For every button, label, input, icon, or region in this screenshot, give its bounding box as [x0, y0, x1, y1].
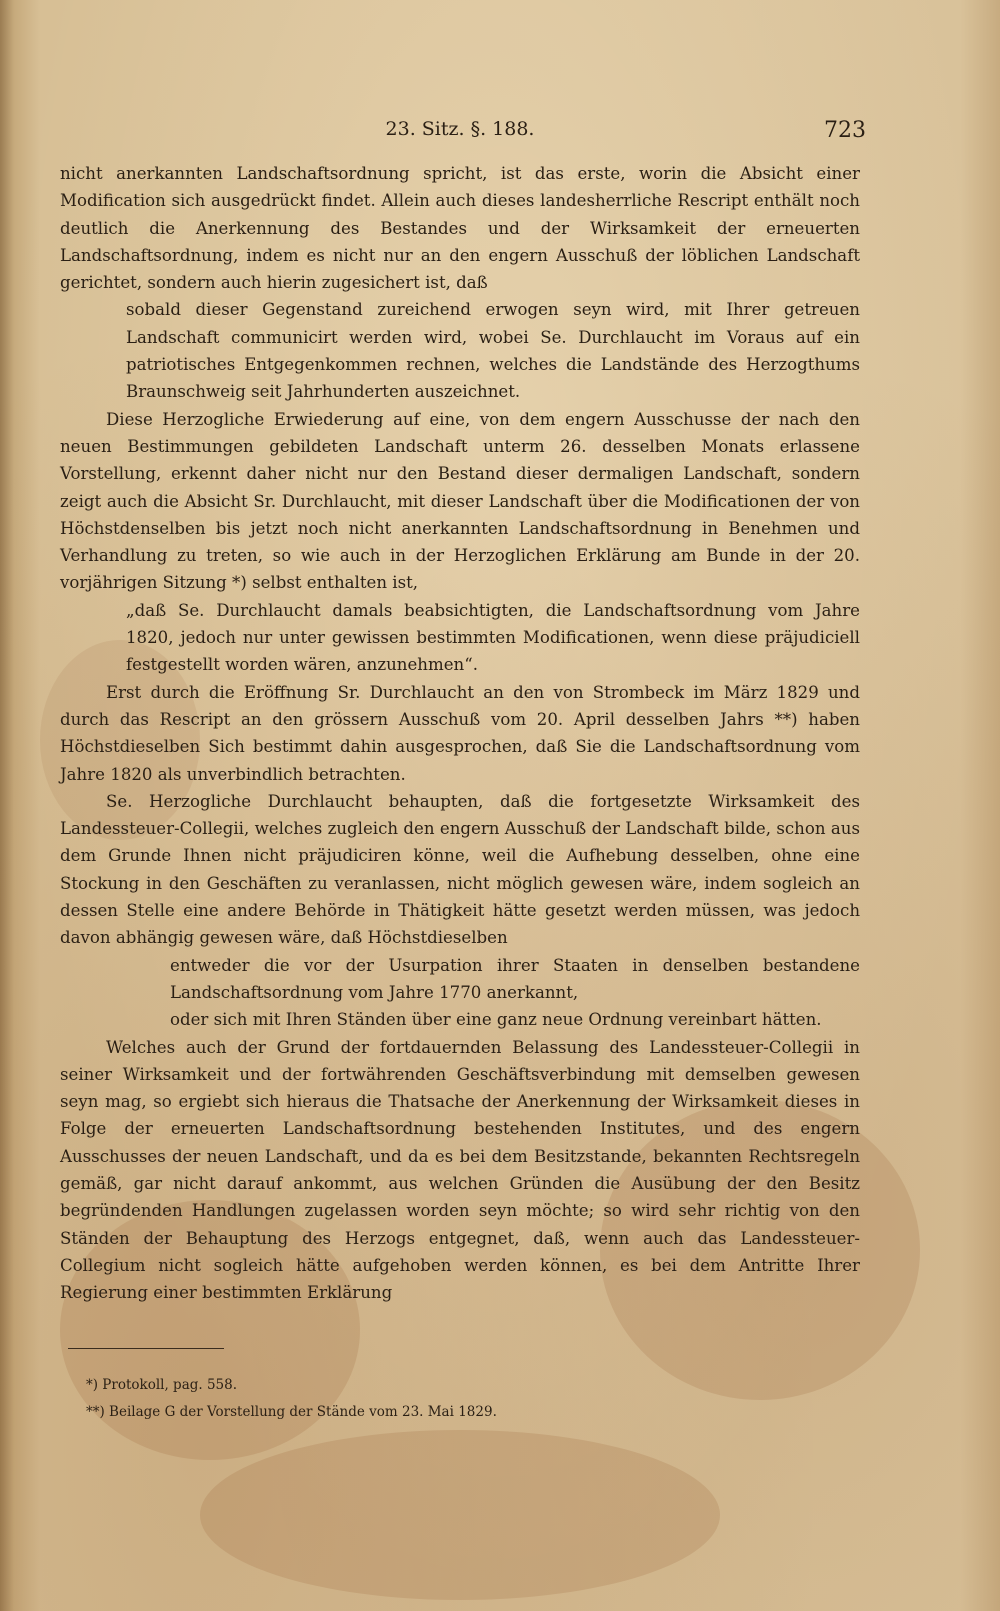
footnote: **) Beilage G der Vorstellung der Stände vom 23. Mai 1829.	[86, 1404, 497, 1420]
paragraph: Erst durch die Eröffnung Sr. Durchlaucht an den von Strombeck im März 1829 und durch das Rescript an den grössern Ausschuß vom 20. April desselben Jahrs **) haben Höchstdieselben Sich bestimmt dahin ausgesprochen, daß Sie die Landschaftsordnung vom Jahre 1820 als unverbindlich betrachten.	[60, 682, 860, 784]
paragraph: nicht anerkannten Landschaftsordnung spricht, ist das erste, worin die Absicht einer Modification sich ausgedrückt findet. Allein auch dieses landesherrliche Rescript enthält noch deutlich die Anerkennung des Bestandes und der Wirksamkeit der erneuerten Landschaftsordnung, indem es nicht nur an den engern Ausschuß der löblichen Landschaft gerichtet, sondern auch hierin zugesichert ist, daß	[60, 164, 860, 293]
block-quote: sobald dieser Gegenstand zureichend erwogen seyn wird, mit Ihrer getreuen Landschaft communicirt werden wird, wobei Se. Durchlaucht im Voraus auf ein patriotisches Entgegenkommen rechnen, welches die Landstände des Herzogthums Braunschweig seit Jahrhunderten auszeichnet.	[126, 300, 860, 402]
stain	[200, 1430, 720, 1600]
running-head: 23. Sitz. §. 188.	[385, 118, 535, 140]
block-quote-or: oder sich mit Ihren Ständen über eine ganz neue Ordnung vereinbart hätten.	[170, 1010, 822, 1030]
footnote: *) Protokoll, pag. 558.	[86, 1377, 238, 1393]
page-header	[60, 118, 866, 146]
footnote-divider	[68, 1348, 224, 1349]
paragraph: Welches auch der Grund der fortdauernden Belassung des Landessteuer-Collegii in seiner Wirksamkeit und der fortwährenden Geschäftsverbindung mit demselben gewesen seyn mag, so ergiebt sich hieraus die Thatsache der Anerkennung der Wirksamkeit dieses in Folge der erneuerten Landschaftsordnung bestehenden Institutes, und des engern Ausschusses der neuen Landschaft, und da es bei dem Besitzstande, bekannten Rechtsregeln gemäß, gar nicht darauf ankommt, aus welchen Gründen die Ausübung der den Besitz begründenden Handlungen zugelassen worden seyn möchte; so wird sehr richtig von den Ständen der Behauptung des Herzogs entgegnet, daß, wenn auch das Landessteuer-Collegium nicht sogleich hätte aufgehoben werden können, es bei dem Antritte Ihrer Regierung einer bestimmten Erklärung	[60, 1037, 860, 1303]
block-quote: „daß Se. Durchlaucht damals beabsichtigten, die Landschaftsordnung vom Jahre 1820, jedoch nur unter gewissen bestimmten Modificationen, wenn diese präjudiciell festgestellt worden wären, anzunehmen“.	[126, 600, 860, 675]
block-quote-either: entweder die vor der Usurpation ihrer Staaten in denselben bestandene Landschaftsordnung vom Jahre 1770 anerkannt,	[170, 955, 860, 1002]
page-number: 723	[824, 118, 866, 143]
paragraph: Diese Herzogliche Erwiederung auf eine, von dem engern Ausschusse der nach den neuen Bestimmungen gebildeten Landschaft unterm 26. desselben Monats erlassene Vorstellung, erkennt daher nicht nur den Bestand dieser dermaligen Landschaft, sondern zeigt auch die Absicht Sr. Durchlaucht, mit dieser Landschaft über die Modificationen der von Höchstdenselben bis jetzt noch nicht anerkannten Landschaftsordnung in Benehmen und Verhandlung zu treten, so wie auch in der Herzoglichen Erklärung am Bunde in der 20. vorjährigen Sitzung *) selbst enthalten ist,	[60, 409, 860, 593]
body-text	[60, 160, 860, 1306]
paragraph: Se. Herzogliche Durchlaucht behaupten, daß die fortgesetzte Wirksamkeit des Landessteuer-Collegii, welches zugleich den engern Ausschuß der Landschaft bilde, schon aus dem Grunde Ihnen nicht präjudiciren könne, weil die Aufhebung desselben, ohne eine Stockung in den Geschäften zu veranlassen, nicht möglich gewesen wäre, indem sogleich an dessen Stelle eine andere Behörde in Thätigkeit hätte gesetzt werden müssen, was jedoch davon abhängig gewesen wäre, daß Höchstdieselben	[60, 791, 860, 948]
footnotes	[86, 1372, 846, 1426]
